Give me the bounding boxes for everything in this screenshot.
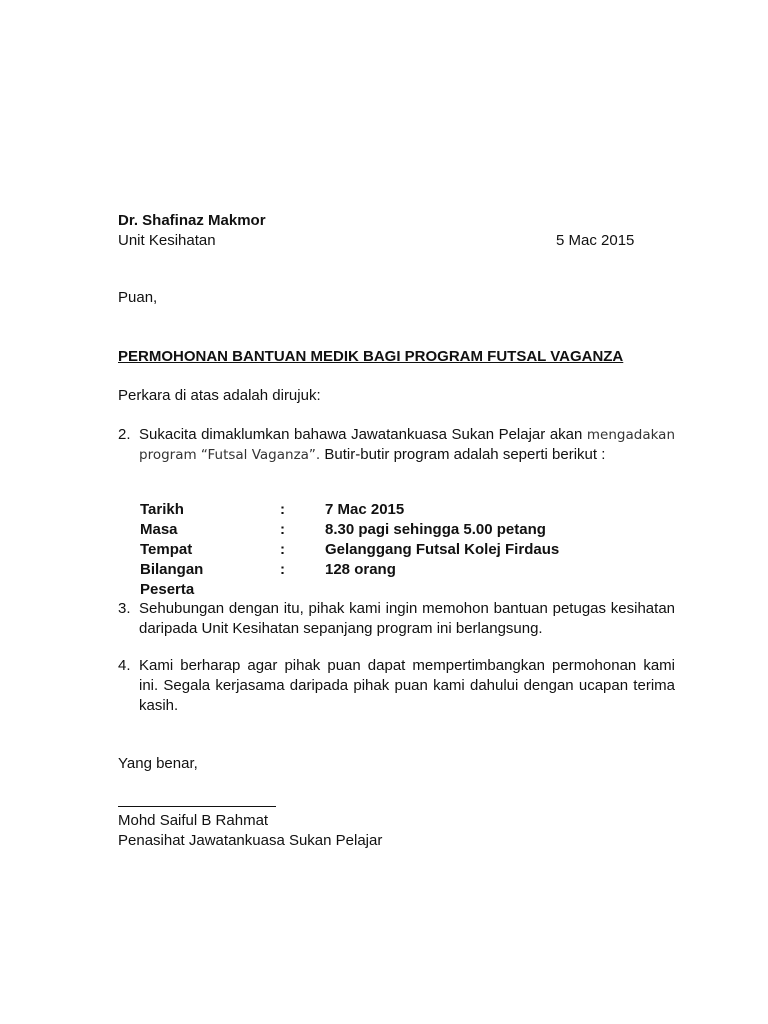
paragraph-number: 3. (118, 600, 131, 617)
detail-label: Tempat (140, 541, 193, 558)
paragraph-2 (118, 425, 675, 465)
paragraph-segment-quoted: mengadakan program “Futsal Vaganza”. (139, 427, 675, 463)
paragraph-number: 4. (118, 657, 131, 674)
paragraph-3 (118, 599, 675, 639)
paragraph-segment: Sukacita dimaklumkan bahawa Jawatankuasa Sukan Pelajar akan (139, 426, 587, 443)
paragraph-body: Sehubungan dengan itu, pihak kami ingin memohon bantuan petugas kesihatan daripada Unit Kesihatan sepanjang program ini berlangsung. (139, 600, 675, 637)
recipient-name: Dr. Shafinaz Makmor (118, 212, 266, 229)
detail-colon: : (280, 521, 285, 538)
detail-label: Bilangan Peserta (140, 561, 204, 598)
signatory-name: Mohd Saiful B Rahmat (118, 812, 269, 829)
paragraph-4 (118, 656, 675, 716)
recipient-unit: Unit Kesihatan (118, 232, 216, 249)
paragraph-body: Kami berharap agar pihak puan dapat mempertimbangkan permohonan kami ini. Segala kerjasama daripada pihak puan kami dahului dengan ucapan terima kasih. (139, 657, 675, 714)
detail-value: Gelanggang Futsal Kolej Firdaus (325, 541, 560, 558)
paragraph-number: 2. (118, 426, 131, 443)
closing: Yang benar, (118, 755, 198, 772)
paragraph-body (139, 425, 675, 465)
intro-line: Perkara di atas adalah dirujuk: (118, 387, 321, 404)
detail-colon: : (280, 541, 285, 558)
signatory-title: Penasihat Jawatankuasa Sukan Pelajar (118, 832, 383, 849)
detail-value: 7 Mac 2015 (325, 501, 405, 518)
letter-subject: PERMOHONAN BANTUAN MEDIK BAGI PROGRAM FUTSAL VAGANZA (118, 348, 624, 365)
detail-label: Tarikh (140, 501, 184, 518)
detail-label: Masa (140, 521, 178, 538)
detail-colon: : (280, 501, 285, 518)
paragraph-segment: Butir-butir program adalah seperti berikut : (320, 446, 606, 463)
detail-value: 128 orang (325, 561, 396, 578)
letter-date: 5 Mac 2015 (556, 232, 635, 249)
detail-value: 8.30 pagi sehingga 5.00 petang (325, 521, 546, 538)
salutation: Puan, (118, 289, 158, 306)
signature-line (118, 806, 276, 807)
detail-colon: : (280, 561, 285, 578)
